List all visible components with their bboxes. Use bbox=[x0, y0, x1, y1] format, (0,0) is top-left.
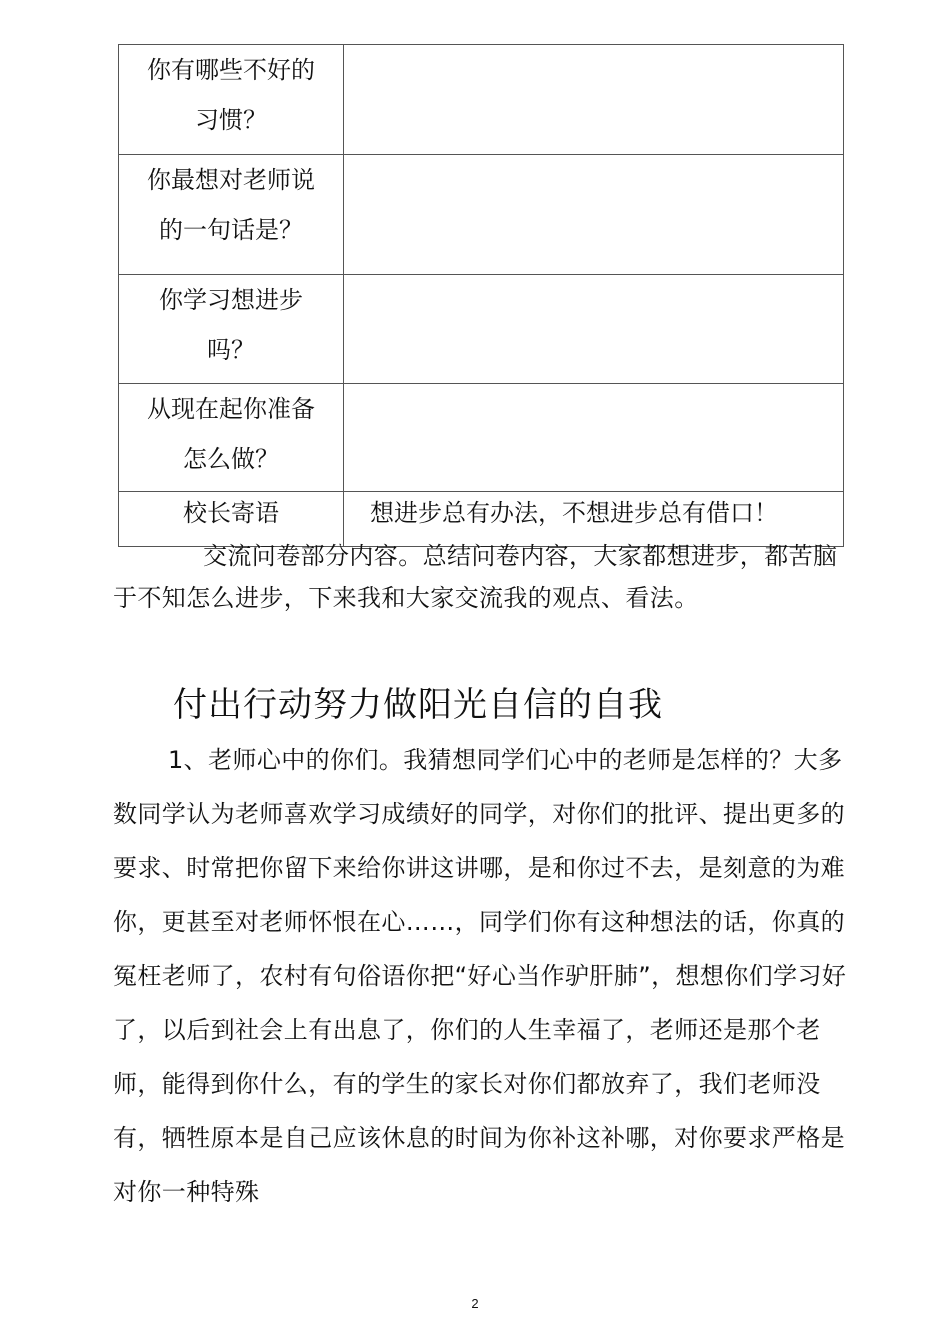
question-line: 的一句话是？ bbox=[159, 216, 303, 244]
survey-table bbox=[118, 44, 844, 547]
question-line: 你学习想进步 bbox=[159, 286, 303, 314]
table-row bbox=[119, 384, 844, 492]
question-cell bbox=[119, 384, 344, 492]
answer-cell bbox=[344, 384, 844, 492]
summary-paragraph: 交流问卷部分内容。总结问卷内容，大家都想进步，都苦脑于不知怎么进步，下来我和大家交流我的观点、看法。 bbox=[113, 542, 838, 612]
answer-cell bbox=[344, 45, 844, 155]
table-row bbox=[119, 155, 844, 275]
question-cell bbox=[119, 45, 344, 155]
question-line: 你有哪些不好的 bbox=[147, 56, 315, 84]
question-line: 习惯？ bbox=[195, 106, 267, 134]
answer-cell bbox=[344, 155, 844, 275]
page-number: 2 bbox=[471, 1296, 479, 1311]
question-line: 你最想对老师说 bbox=[147, 166, 315, 194]
answer-cell bbox=[344, 275, 844, 384]
question-cell bbox=[119, 155, 344, 275]
principal-message-cell: 想进步总有办法，不想进步总有借口！ bbox=[344, 492, 844, 547]
question-line: 吗？ bbox=[207, 336, 255, 364]
body-paragraph: 1、老师心中的你们。我猜想同学们心中的老师是怎样的？大多数同学认为老师喜欢学习成绩好的同学，对你们的批评、提出更多的要求、时常把你留下来给你讲这讲哪，是和你过不去，是刻意的为难你，更甚至对老师怀恨在心……，同学们你有这种想法的话，你真的冤枉老师了，农村有句俗语你把“好心当作驴肝肺”，想想你们学习好了，以后到社会上有出息了，你们的人生幸福了，老师还是那个老师，能得到你什么，有的学生的家长对你们都放弃了，我们老师没有，牺牲原本是自己应该休息的时间为你补这补哪，对你要求严格是对你一种特殊 bbox=[113, 746, 847, 1206]
question-line: 从现在起你准备 bbox=[147, 395, 315, 423]
section-heading: 付出行动努力做阳光自信的自我 bbox=[173, 685, 663, 725]
table-row bbox=[119, 45, 844, 155]
question-cell bbox=[119, 275, 344, 384]
question-line: 校长寄语 bbox=[183, 499, 279, 527]
table-row bbox=[119, 275, 844, 384]
question-line: 怎么做？ bbox=[183, 445, 279, 473]
